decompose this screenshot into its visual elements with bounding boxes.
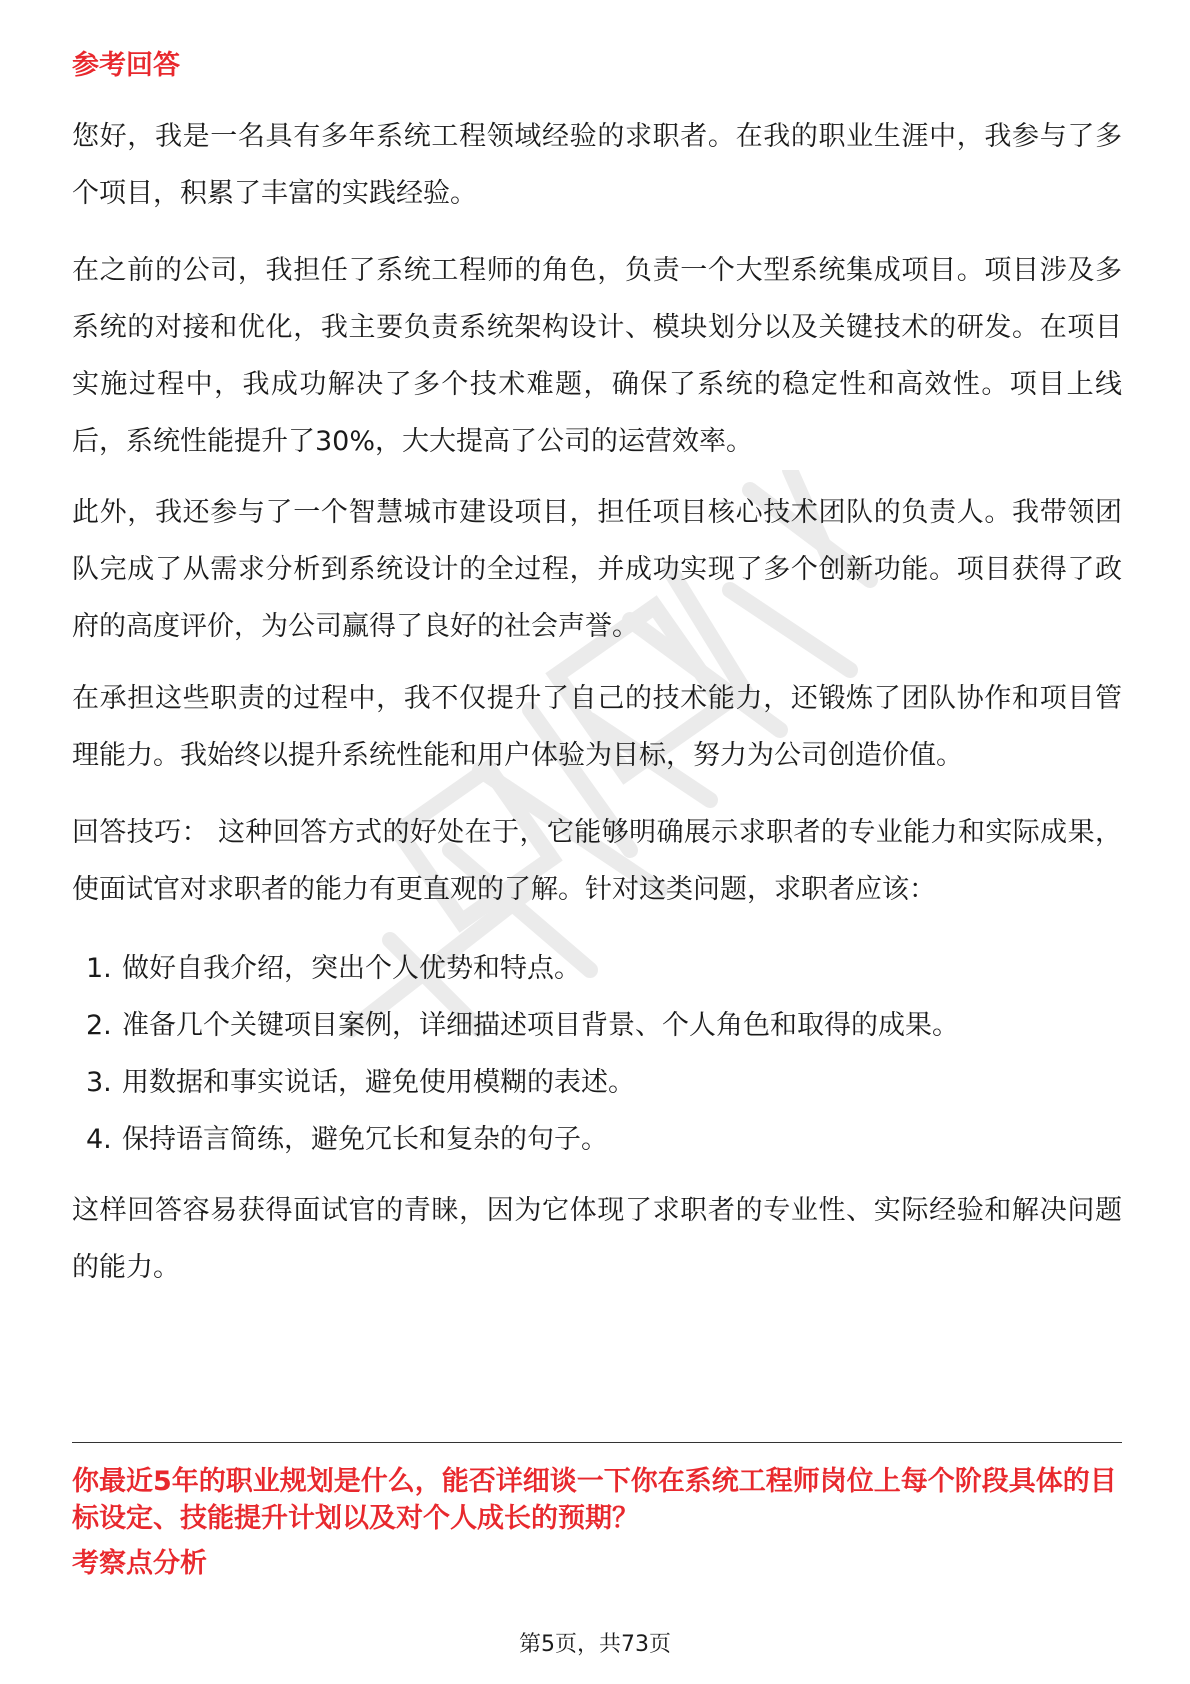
answer-paragraph-smart-city: 此外，我还参与了一个智慧城市建设项目，担任项目核心技术团队的负责人。我带领团队完成了从需求分析到系统设计的全过程，并成功实现了多个创新功能。项目获得了政府的高度评价，为公司赢得了良好的社会声誉。 bbox=[72, 497, 1122, 642]
list-item bbox=[86, 1111, 1116, 1168]
list-item-number: 1. bbox=[86, 953, 112, 984]
list-item-number: 2. bbox=[86, 1010, 112, 1041]
list-item-text: 保持语言简练，避免冗长和复杂的句子。 bbox=[122, 1124, 608, 1155]
answer-paragraph-intro: 您好，我是一名具有多年系统工程领域经验的求职者。在我的职业生涯中，我参与了多个项目，积累了丰富的实践经验。 bbox=[72, 121, 1122, 209]
reference-answer-heading: 参考回答 bbox=[72, 50, 180, 81]
analysis-heading: 考察点分析 bbox=[72, 1548, 207, 1579]
list-item-text: 做好自我介绍，突出个人优势和特点。 bbox=[122, 953, 581, 984]
list-item-text: 用数据和事实说话，避免使用模糊的表述。 bbox=[122, 1067, 635, 1098]
list-item bbox=[86, 997, 1116, 1054]
tips-list bbox=[86, 940, 1116, 1168]
list-item-text: 准备几个关键项目案例，详细描述项目背景、个人角色和取得的成果。 bbox=[122, 1010, 959, 1041]
list-item bbox=[86, 940, 1116, 997]
answer-paragraph-summary: 在承担这些职责的过程中，我不仅提升了自己的技术能力，还锻炼了团队协作和项目管理能力。我始终以提升系统性能和用户体验为目标，努力为公司创造价值。 bbox=[72, 683, 1122, 771]
closing-paragraph: 这样回答容易获得面试官的青睐，因为它体现了求职者的专业性、实际经验和解决问题的能力。 bbox=[72, 1195, 1122, 1283]
list-item bbox=[86, 1054, 1116, 1111]
answer-tips-paragraph: 回答技巧： 这种回答方式的好处在于，它能够明确展示求职者的专业能力和实际成果，使面试官对求职者的能力有更直观的了解。针对这类问题，求职者应该： bbox=[72, 817, 1122, 905]
page-number-footer: 第5页，共73页 bbox=[519, 1632, 671, 1657]
answer-paragraph-system-project: 在之前的公司，我担任了系统工程师的角色，负责一个大型系统集成项目。项目涉及多系统的对接和优化，我主要负责系统架构设计、模块划分以及关键技术的研发。在项目实施过程中，我成功解决了多个技术难题，确保了系统的稳定性和高效性。项目上线后，系统性能提升了30%，大大提高了公司的运营效率。 bbox=[72, 255, 1122, 457]
list-item-number: 3. bbox=[86, 1067, 112, 1098]
list-item-number: 4. bbox=[86, 1124, 112, 1155]
section-divider bbox=[72, 1442, 1122, 1443]
next-question-heading: 你最近5年的职业规划是什么，能否详细谈一下你在系统工程师岗位上每个阶段具体的目标设定、技能提升计划以及对个人成长的预期？ bbox=[72, 1466, 1117, 1534]
